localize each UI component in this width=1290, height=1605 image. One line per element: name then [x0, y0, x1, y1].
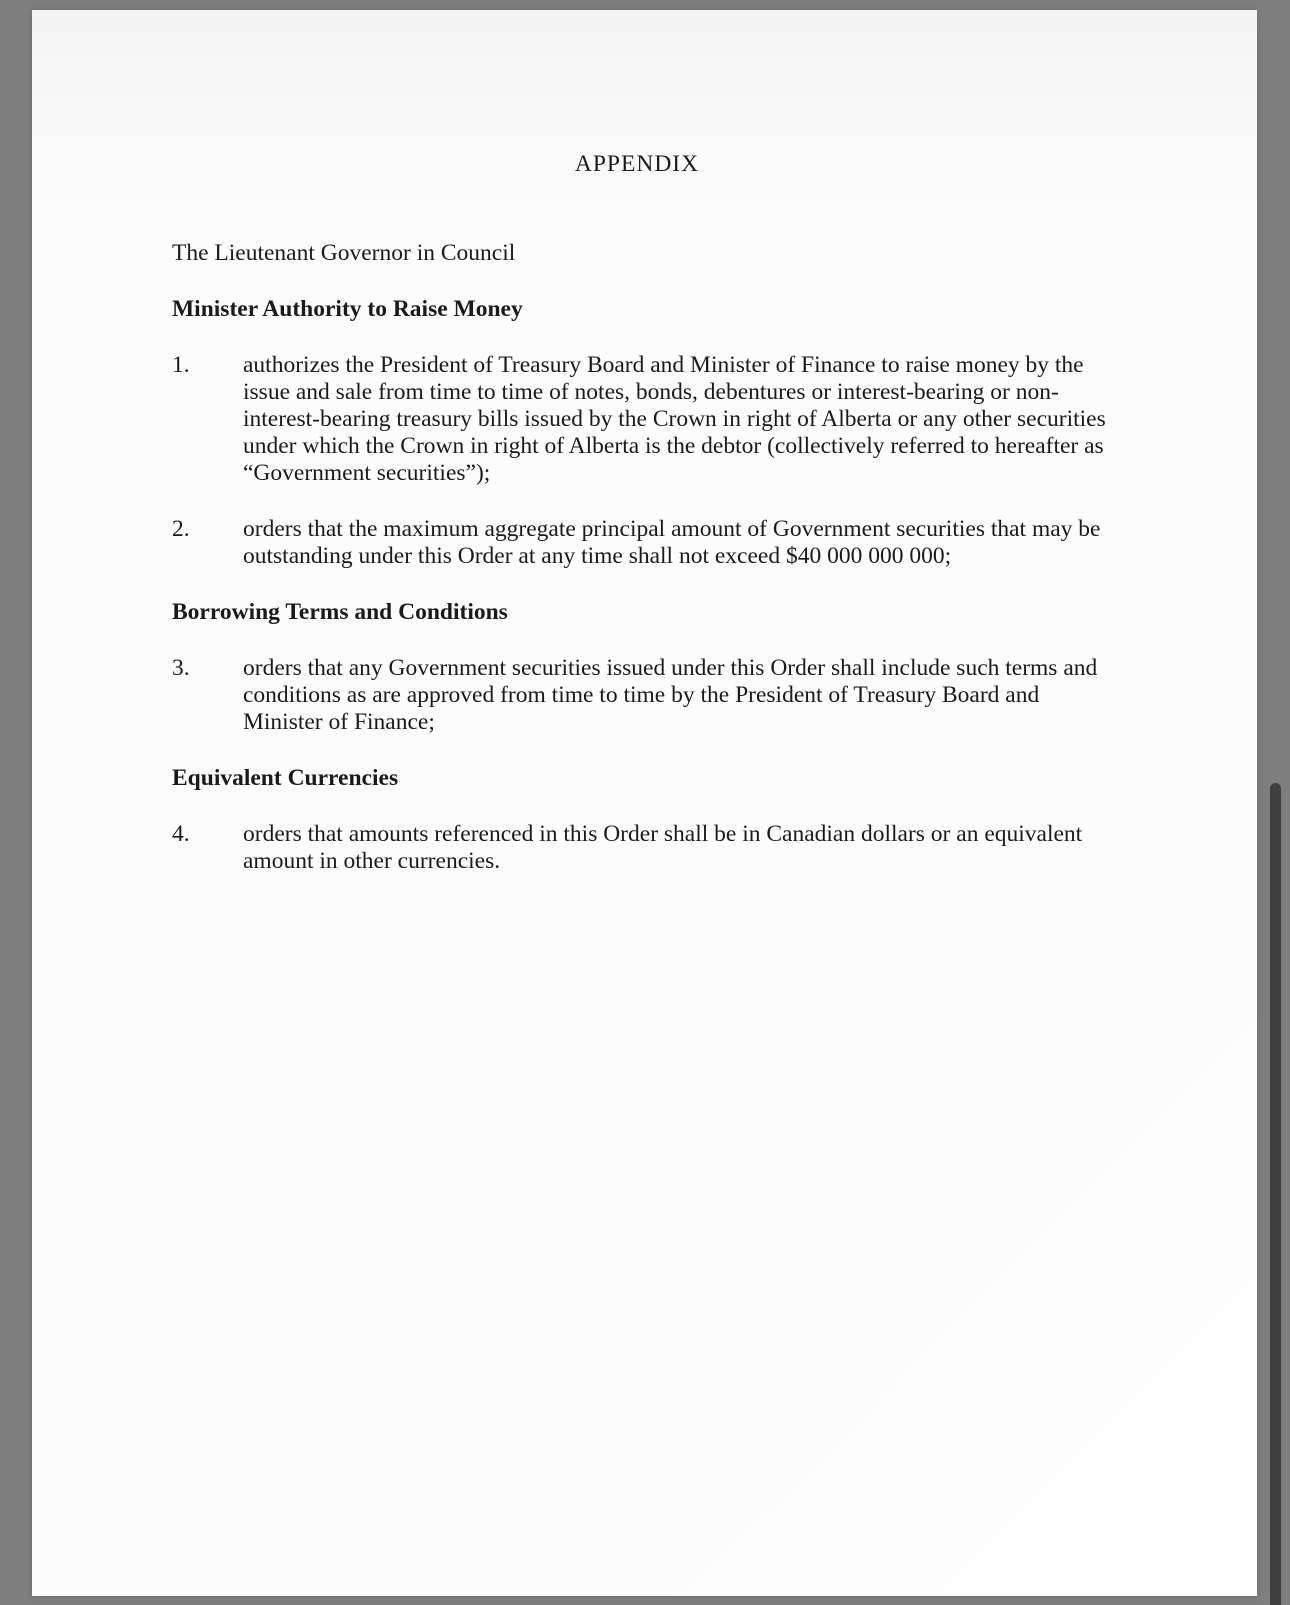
- item-number: 4.: [172, 821, 190, 847]
- item-text: orders that amounts referenced in this Order shall be in Canadian dollars or an equivalent amount in other currencies.: [243, 821, 1083, 874]
- scrollbar-thumb[interactable]: [1270, 783, 1281, 1605]
- item-text: orders that the maximum aggregate principal amount of Government securities that may be outstanding under this Order at any time shall not exceed $40 000 000 000;: [243, 516, 1101, 569]
- section-heading-equivalent-currencies: Equivalent Currencies: [172, 765, 399, 791]
- document-page: [32, 10, 1257, 1596]
- item-number: 3.: [172, 655, 190, 681]
- section-heading-minister-authority: Minister Authority to Raise Money: [172, 296, 523, 322]
- section-heading-borrowing-terms: Borrowing Terms and Conditions: [172, 599, 508, 625]
- item-text: orders that any Government securities issued under this Order shall include such terms and conditions as are approved from time to time by the President of Treasury Board and Minister of Finance;: [243, 655, 1098, 735]
- numbered-item-1: [172, 352, 1257, 487]
- intro-line: The Lieutenant Governor in Council: [172, 240, 516, 266]
- numbered-item-3: [172, 655, 1257, 736]
- page-title: APPENDIX: [574, 151, 700, 177]
- item-number: 1.: [172, 352, 190, 378]
- numbered-item-4: [172, 821, 1257, 875]
- numbered-item-2: [172, 516, 1257, 570]
- item-number: 2.: [172, 516, 190, 542]
- item-text: authorizes the President of Treasury Board and Minister of Finance to raise money by the issue and sale from time to time of notes, bonds, debentures or interest-bearing or non-interest-bearing treasury bills issued by the Crown in right of Alberta or any other securities under which the Crown in right of Alberta is the debtor (collectively referred to hereafter as “Government securities”);: [243, 352, 1106, 486]
